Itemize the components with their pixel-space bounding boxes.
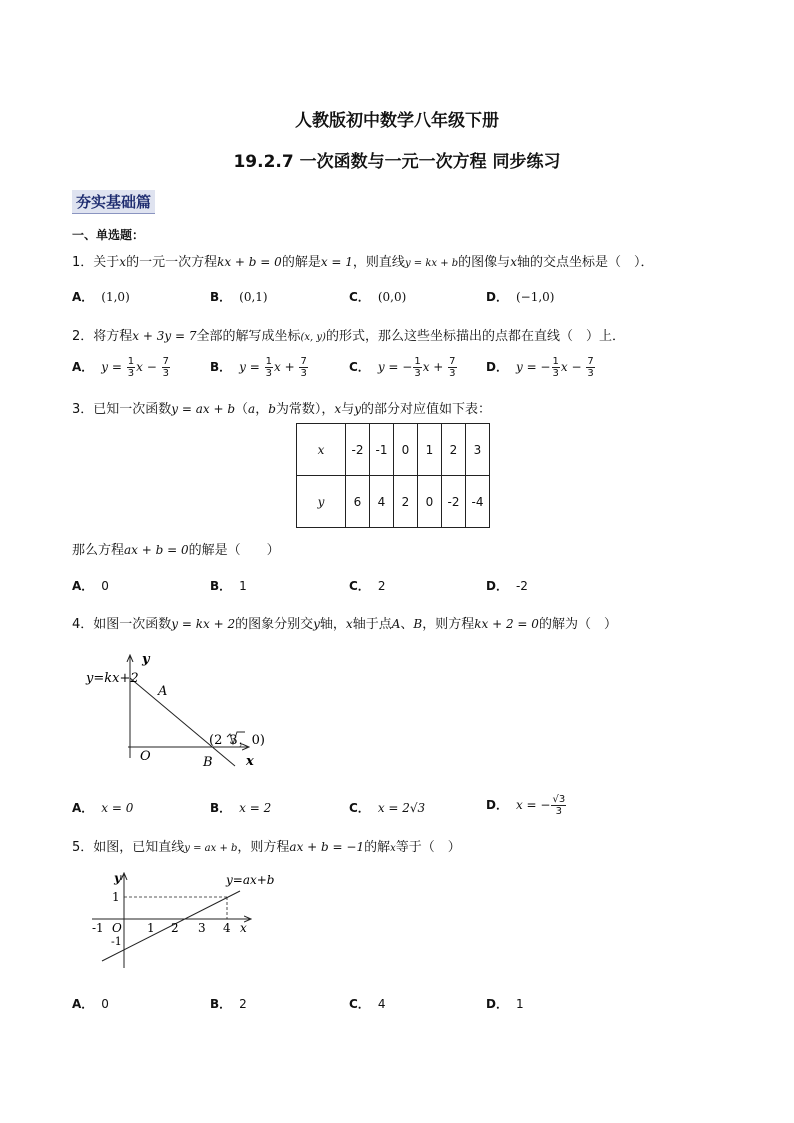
table-cell: -1 xyxy=(370,424,394,476)
q4-text: 4．如图一次函数 xyxy=(72,617,172,632)
q5-text: 等于（ ） xyxy=(395,840,461,855)
coord-part: (2 xyxy=(209,733,223,748)
option-label: C． xyxy=(349,801,370,815)
q3-math: ax + b = 0 xyxy=(124,543,189,557)
q1-text: 轴的交点坐标是（ ）． xyxy=(516,255,654,270)
option-math: x + xyxy=(274,360,299,374)
option-label: A． xyxy=(72,801,94,815)
q3-text: 3．已知一次函数 xyxy=(72,402,172,417)
question-3-stem xyxy=(72,539,280,558)
q1-text: 的一元一次方程 xyxy=(126,255,218,270)
q4-option-a[interactable] xyxy=(72,799,133,816)
table-cell: 2 xyxy=(394,476,418,528)
q4-math: x xyxy=(345,617,353,631)
q4-option-b[interactable] xyxy=(210,799,271,816)
coord-part: ，0) xyxy=(238,733,265,748)
q4-text: 的解为（ ） xyxy=(538,617,617,632)
q4-text: 的图象分别交 xyxy=(235,617,314,632)
q2-math: (x, y) xyxy=(300,332,326,343)
fraction xyxy=(413,356,421,379)
table-cell: 1 xyxy=(418,424,442,476)
fraction xyxy=(162,356,170,379)
q3-option-a[interactable] xyxy=(72,577,109,594)
fraction xyxy=(586,356,594,379)
table-cell: -2 xyxy=(442,476,466,528)
option-label: D． xyxy=(486,579,508,593)
denominator: 3 xyxy=(127,368,135,379)
q1-math: x xyxy=(510,255,517,269)
table-header-y: y xyxy=(297,476,346,528)
option-math: x − xyxy=(136,360,161,374)
option-text: (−1,0) xyxy=(515,290,555,304)
numerator: 7 xyxy=(300,356,307,367)
fraction xyxy=(299,356,307,379)
origin-label: O xyxy=(140,749,151,764)
q5-math: ax + b = −1 xyxy=(289,840,365,854)
option-label: C． xyxy=(349,997,370,1011)
table-cell: 0 xyxy=(394,424,418,476)
line-label: y=ax+b xyxy=(226,873,275,887)
table-cell: 3 xyxy=(466,424,490,476)
q5-option-a[interactable] xyxy=(72,995,109,1012)
fraction xyxy=(551,794,566,817)
option-text: 2 xyxy=(239,997,247,1011)
numerator: 1 xyxy=(414,356,421,367)
origin-label: O xyxy=(112,921,122,935)
numerator: 1 xyxy=(127,356,135,367)
denominator: 3 xyxy=(162,368,169,379)
option-math: x = 0 xyxy=(101,801,134,815)
q5-option-c[interactable] xyxy=(349,995,385,1012)
q4-options xyxy=(72,794,772,826)
denominator: 3 xyxy=(449,368,456,379)
y-tick-label: 1 xyxy=(112,890,120,904)
fraction xyxy=(265,356,273,379)
question-1 xyxy=(72,251,653,270)
option-text: 1 xyxy=(239,579,247,593)
q1-option-d[interactable] xyxy=(486,288,554,305)
q3-math: y = ax + b xyxy=(171,402,236,416)
option-text: 2 xyxy=(377,579,386,593)
q5-option-d[interactable] xyxy=(486,995,524,1012)
option-math: x = 2√3 xyxy=(377,801,426,815)
q4-option-c[interactable] xyxy=(349,799,425,816)
table-cell: -4 xyxy=(466,476,490,528)
q4-graph xyxy=(80,648,280,773)
option-text: 4 xyxy=(377,997,386,1011)
option-text: 1 xyxy=(515,997,524,1011)
q2-math: x + 3y = 7 xyxy=(132,329,197,343)
numerator: √3 xyxy=(552,794,566,805)
option-label: A． xyxy=(72,360,94,374)
option-math: y = xyxy=(239,360,264,374)
q5-option-b[interactable] xyxy=(210,995,247,1012)
q3-text: 的解是（ ） xyxy=(188,543,280,558)
value-table xyxy=(296,423,490,528)
question-4 xyxy=(72,613,617,632)
part-heading: 一、单选题： xyxy=(72,228,145,242)
option-math: x = 2 xyxy=(239,801,272,815)
table-header-x: x xyxy=(297,424,346,476)
x-tick-label: 3 xyxy=(198,921,206,935)
q5-text: ，则方程 xyxy=(237,840,290,855)
q2-text: 全部的解写成坐标 xyxy=(196,329,301,344)
q1-math: y = kx + b xyxy=(404,258,459,269)
option-label: D． xyxy=(486,290,508,304)
option-label: B． xyxy=(210,579,232,593)
q3-math: x xyxy=(334,402,342,416)
option-label: C． xyxy=(349,579,370,593)
q2-text: 2．将方程 xyxy=(72,329,133,344)
q3-option-c[interactable] xyxy=(349,577,385,594)
option-text: 0 xyxy=(101,997,109,1011)
page-subtitle: 19.2.7 一次函数与一元一次方程 同步练习 xyxy=(233,152,561,172)
option-label: D． xyxy=(486,360,508,374)
option-text: 0 xyxy=(101,579,109,593)
x-tick-label: 2 xyxy=(171,921,179,935)
y-axis-label: y xyxy=(114,871,121,885)
q2-option-c[interactable] xyxy=(349,356,458,379)
denominator: 3 xyxy=(265,368,272,379)
q1-text: 的图像与 xyxy=(458,255,511,270)
option-math: x − xyxy=(560,360,586,374)
q1-options xyxy=(72,288,772,312)
q4-math: B xyxy=(413,617,423,631)
line-label: y=kx+2 xyxy=(86,671,139,686)
x-axis-label: x xyxy=(240,921,247,935)
table-cell: 4 xyxy=(370,476,394,528)
coord-root: 3 xyxy=(229,733,238,748)
denominator: 3 xyxy=(552,368,559,379)
q1-math: kx + b = 0 xyxy=(217,255,282,269)
option-label: C． xyxy=(349,360,370,374)
fraction xyxy=(127,356,135,379)
denominator: 3 xyxy=(300,368,307,379)
q3-option-d[interactable] xyxy=(486,577,528,594)
q1-text: ，则直线 xyxy=(352,255,405,270)
q1-text: 的解是 xyxy=(281,255,321,270)
q3-text: 的部分对应值如下表： xyxy=(361,402,492,417)
q5-text: 5．如图，已知直线 xyxy=(72,840,185,855)
q1-math: x xyxy=(119,255,127,269)
q1-math: x = 1 xyxy=(320,255,353,269)
q1-option-c[interactable] xyxy=(349,288,406,305)
option-label: A． xyxy=(72,997,94,1011)
q5-graph xyxy=(84,868,284,972)
point-a-label: A xyxy=(158,684,168,699)
q2-options xyxy=(72,356,772,386)
q1-text: 1．关于 xyxy=(72,255,120,270)
denominator: 3 xyxy=(414,368,421,379)
x-tick-label: -1 xyxy=(92,921,104,935)
option-label: A． xyxy=(72,579,94,593)
option-label: B． xyxy=(210,801,232,815)
q3-option-b[interactable] xyxy=(210,577,247,594)
fraction xyxy=(448,356,456,379)
q1-option-b[interactable] xyxy=(210,288,268,305)
q4-text: 轴， xyxy=(319,617,346,632)
section-heading: 夯实基础篇 xyxy=(72,190,155,214)
q3-text: 与 xyxy=(341,402,355,417)
option-text: (0,1) xyxy=(239,290,268,304)
q5-text: 的解 xyxy=(364,840,391,855)
q4-math: y = kx + 2 xyxy=(171,617,236,631)
q5-options xyxy=(72,995,772,1019)
y-axis-label: y xyxy=(142,652,150,667)
table-cell: 0 xyxy=(418,476,442,528)
table-cell: 2 xyxy=(442,424,466,476)
q4-math: y xyxy=(313,617,320,631)
table-row xyxy=(297,424,490,476)
q4-math: kx + 2 = 0 xyxy=(474,617,539,631)
option-label: A． xyxy=(72,290,94,304)
option-math: y = − xyxy=(515,360,551,374)
q3-math: b xyxy=(268,402,276,416)
table-row xyxy=(297,476,490,528)
table-cell: 6 xyxy=(346,476,370,528)
denominator: 3 xyxy=(587,368,594,379)
option-label: C． xyxy=(349,290,370,304)
fraction xyxy=(552,356,560,379)
option-label: D． xyxy=(486,798,508,812)
q5-math: x xyxy=(390,843,396,854)
q1-option-a[interactable] xyxy=(72,288,130,305)
numerator: 7 xyxy=(449,356,456,367)
x-tick-label: 4 xyxy=(223,921,231,935)
table-cell: -2 xyxy=(346,424,370,476)
option-text: -2 xyxy=(515,579,528,593)
question-3 xyxy=(72,398,491,417)
question-5 xyxy=(72,836,461,855)
y-tick-label: -1 xyxy=(111,935,122,948)
q3-options xyxy=(72,577,772,601)
question-2 xyxy=(72,325,625,344)
option-text: (0,0) xyxy=(377,290,407,304)
numerator: 1 xyxy=(265,356,272,367)
option-math: x + xyxy=(422,360,448,374)
q2-option-d[interactable] xyxy=(486,356,596,379)
q3-text: 那么方程 xyxy=(72,543,125,558)
denominator: 3 xyxy=(555,806,563,817)
option-label: B． xyxy=(210,997,232,1011)
numerator: 1 xyxy=(552,356,559,367)
q2-option-a[interactable] xyxy=(72,356,171,379)
q2-text: 的形式，那么这些坐标描出的点都在直线（ ）上． xyxy=(325,329,625,344)
numerator: 7 xyxy=(587,356,594,367)
option-text: (1,0) xyxy=(101,290,130,304)
q4-text: 、 xyxy=(400,617,414,632)
q5-math: y = ax + b xyxy=(184,843,238,854)
option-math: y = − xyxy=(377,360,413,374)
q4-text: ，则方程 xyxy=(422,617,475,632)
intercept-coordinate xyxy=(209,733,265,748)
q4-option-d[interactable] xyxy=(486,794,567,817)
option-math: y = xyxy=(101,360,126,374)
q3-text: （ xyxy=(235,402,249,417)
numerator: 7 xyxy=(162,356,169,367)
q3-math: a xyxy=(248,402,256,416)
q2-option-b[interactable] xyxy=(210,356,309,379)
x-axis-label: x xyxy=(246,754,254,769)
option-label: B． xyxy=(210,290,232,304)
page-title: 人教版初中数学八年级下册 xyxy=(295,111,499,131)
q4-math: A xyxy=(391,617,401,631)
option-math: x = − xyxy=(515,798,551,812)
option-label: B． xyxy=(210,360,232,374)
q3-math: y xyxy=(354,402,361,416)
option-label: D． xyxy=(486,997,508,1011)
q3-text: ， xyxy=(255,402,269,417)
q4-text: 轴于点 xyxy=(352,617,392,632)
point-b-label: B xyxy=(203,755,213,770)
q3-text: 为常数）， xyxy=(275,402,335,417)
x-tick-label: 1 xyxy=(147,921,155,935)
